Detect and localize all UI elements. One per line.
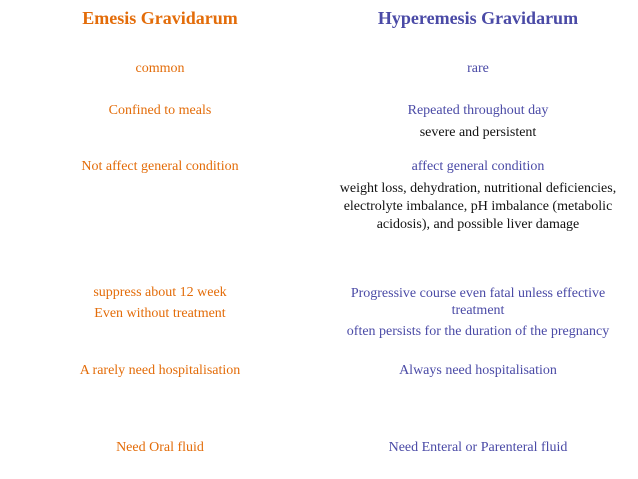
left-cell-course: suppress about 12 week xyxy=(93,285,227,300)
right-note-course: often persists for the duration of the pregnancy xyxy=(346,324,610,339)
header-hyperemesis-gravidarum: Hyperemesis Gravidarum xyxy=(377,8,579,28)
left-cell-timing: Confined to meals xyxy=(108,103,212,118)
right-cell-general-condition: affect general condition xyxy=(411,159,545,174)
right-cell-frequency: rare xyxy=(467,61,489,76)
left-cell-course-line-2: Even without treatment xyxy=(94,306,226,321)
right-note-timing: severe and persistent xyxy=(419,125,537,140)
right-cell-course: Progressive course even fatal unless effective treatment xyxy=(350,286,606,318)
left-cell-hospitalisation: A rarely need hospitalisation xyxy=(79,363,241,378)
right-cell-timing: Repeated throughout day xyxy=(407,103,549,118)
right-note-general-condition: weight loss, dehydration, nutritional deficiencies, electrolyte imbalance, pH imbalance (metabolic acidosis), and possible liver damage xyxy=(339,181,617,232)
left-cell-frequency: common xyxy=(135,61,185,76)
left-cell-general-condition: Not affect general condition xyxy=(81,159,239,174)
right-cell-hospitalisation: Always need hospitalisation xyxy=(399,363,557,378)
right-cell-fluid: Need Enteral or Parenteral fluid xyxy=(388,440,568,455)
header-emesis-gravidarum: Emesis Gravidarum xyxy=(82,8,238,28)
left-cell-fluid: Need Oral fluid xyxy=(116,440,204,455)
